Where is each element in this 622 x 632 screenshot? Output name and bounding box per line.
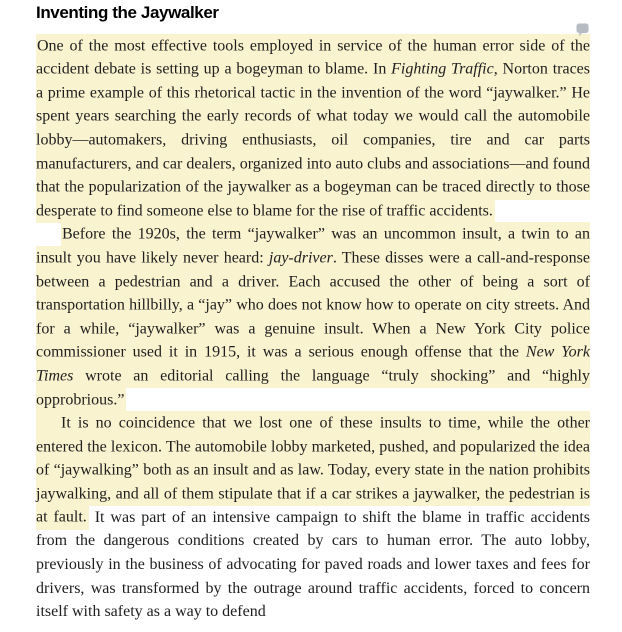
text-segment: , Norton traces a prime example of this rhetorical tactic in the invention of the word “jaywalker.” He spent years searching the early records of what today we would call the automobile lobby—automakers, driving enthusiasts, oil companies, tire and car parts manufacturers, and car dealers, organized into auto clubs and associations—and found that the popularization of the jaywalker as a bogeyman can be traced directly to those desperate to find someone else to blame for the rise of traffic accidents. bbox=[36, 60, 590, 220]
text-segment: One of the most effective tools employed in service of the human error side of the accident debate is setting up a bogeyman to blame. In bbox=[36, 37, 590, 78]
italic-publication-name: New York Times bbox=[36, 343, 591, 385]
text-segment: Before the 1920s, the term “jaywalker” was an uncommon insult, a twin to an insult you have likely never heard: bbox=[36, 225, 590, 267]
italic-term: jay-driver bbox=[268, 249, 333, 267]
text-segment: wrote an editorial calling the language “truly shocking” and “highly opprobrious.” bbox=[36, 367, 590, 408]
paragraph bbox=[36, 412, 590, 624]
italic-book-title: Fighting Traffic bbox=[391, 60, 494, 78]
note-bubble-icon[interactable] bbox=[576, 23, 589, 37]
paragraph bbox=[36, 34, 590, 223]
text-segment: It was part of an intensive campaign to shift the blame in traffic accidents from the dangerous conditions created by cars to human error. The auto lobby, previously in the business of advocating for paved roads and lower taxes and fees for drivers, was transformed by the outrage around traffic accidents, forced to concern itself with safety as a way to defend bbox=[36, 508, 590, 621]
text-segment: . These disses were a call-and-response between a pedestrian and a driver. Each accused the other of being a sort of transportation hillbilly, a “jay” who does not know how to operate on city streets. And for a while, “jaywalker” was a genuine insult. When a New York City police commissioner used it in 1915, it was a serious enough offense that the bbox=[36, 249, 590, 361]
section-title: Inventing the Jaywalker bbox=[36, 3, 219, 22]
note-bubble-glyph bbox=[576, 23, 589, 37]
text-segment: It is no coincidence that we lost one of these insults to time, while the other entered the lexicon. The automobile lobby marketed, pushed, and popularized the idea of “jaywalking” both as an insult and as law. Today, every state in the nation prohibits jaywalking, and all of them stipulate that if a car strikes a jaywalker, the pedestrian is at fault. bbox=[36, 414, 590, 526]
article-body bbox=[36, 34, 590, 624]
highlight-annotation[interactable] bbox=[36, 222, 590, 412]
highlight-annotation[interactable] bbox=[36, 34, 590, 224]
paragraph bbox=[36, 223, 590, 412]
